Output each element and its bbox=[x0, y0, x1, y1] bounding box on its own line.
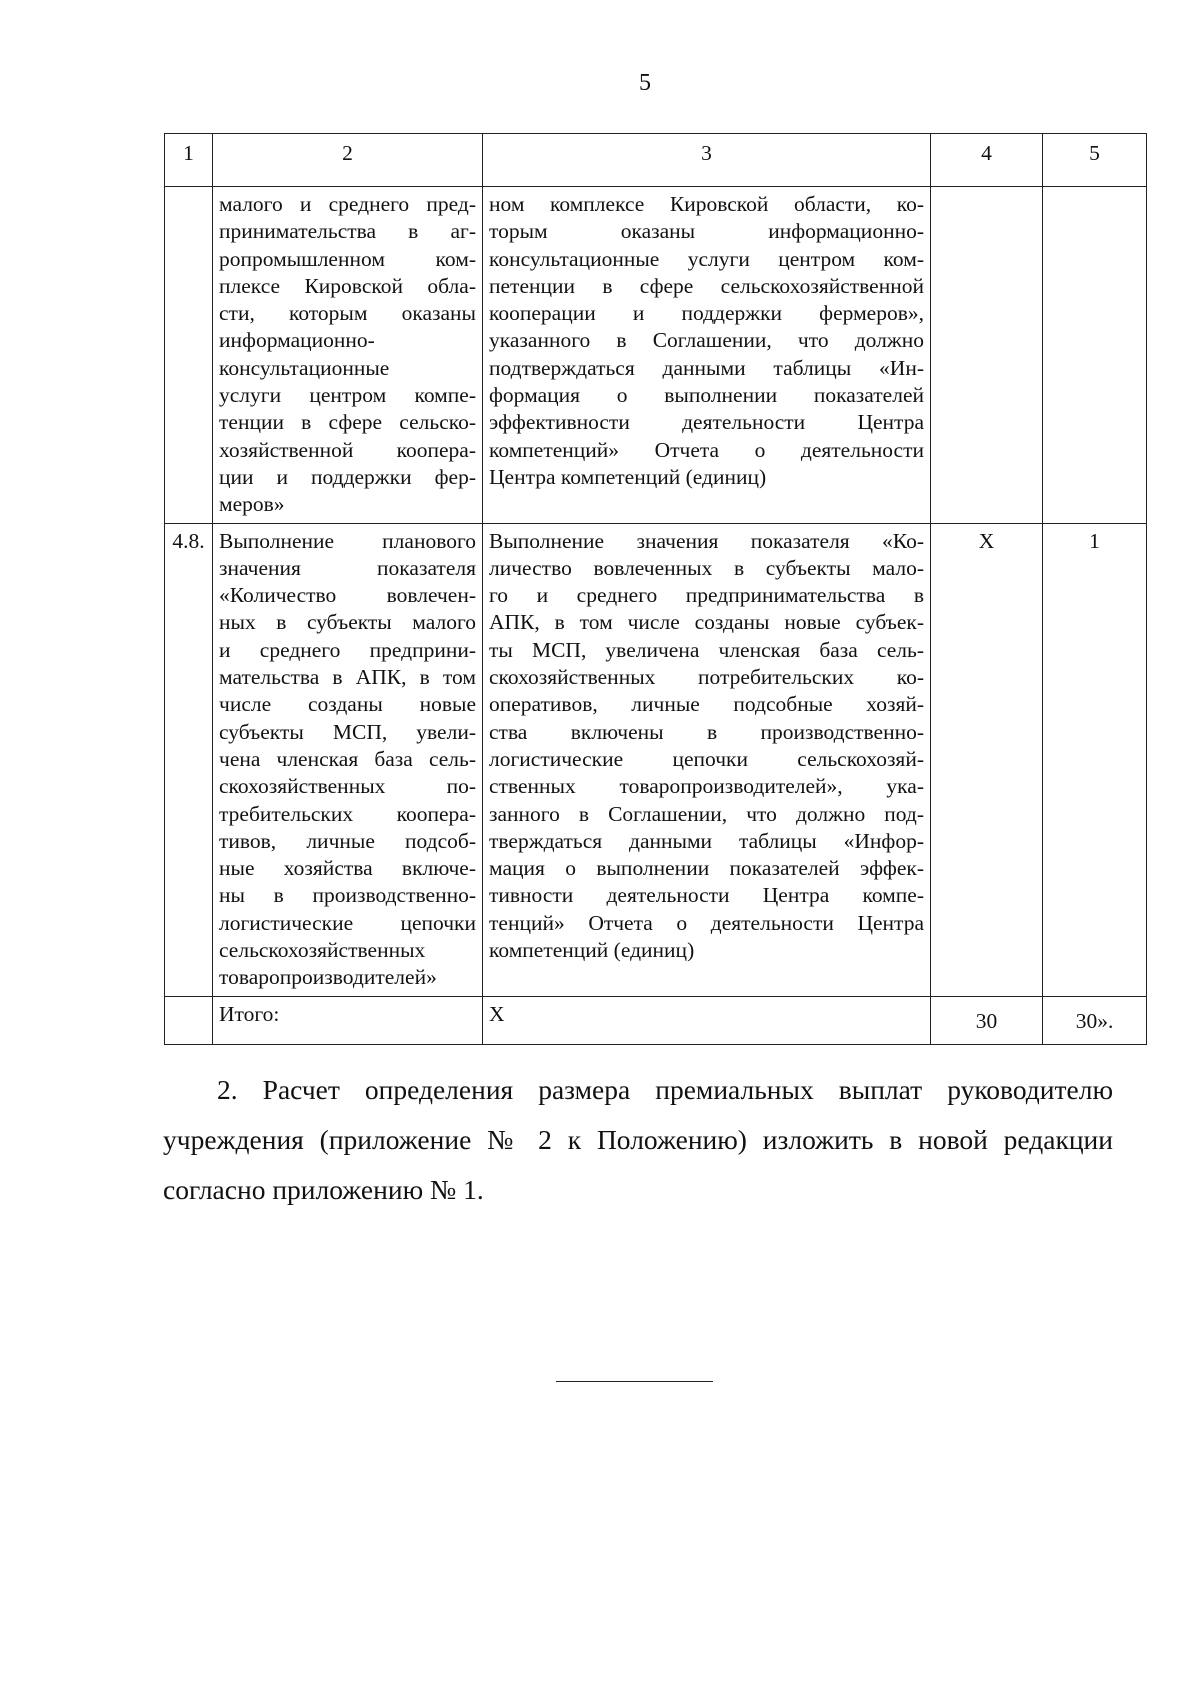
table-header-row bbox=[165, 134, 1147, 187]
paragraph-line: согласно приложению № 1. bbox=[163, 1174, 484, 1205]
cell-text-line: эффективности деятельности Центра bbox=[489, 410, 924, 435]
cell-text-line: информационно- bbox=[219, 328, 375, 353]
header-cell-2: 2 bbox=[213, 134, 483, 187]
value-cell-5 bbox=[1043, 187, 1147, 524]
page-number: 5 bbox=[639, 70, 651, 96]
cell-text-line: ства включены в производственно- bbox=[489, 719, 924, 744]
cell-text-line: указанного в Соглашении, что должно bbox=[489, 328, 924, 353]
cell-text-line: оперативов, личные подсобные хозяй- bbox=[489, 692, 924, 717]
value-cell-4 bbox=[931, 187, 1043, 524]
cell-text-line: АПК, в том числе созданы новые субъек- bbox=[489, 610, 924, 635]
cell-text-line: ные хозяйства включе- bbox=[219, 856, 476, 881]
table-total-row bbox=[165, 996, 1147, 1044]
cell-text-line: кооперации и поддержки фермеров», bbox=[489, 301, 924, 326]
cell-text-line: логистические цепочки сельскохозяй- bbox=[489, 746, 924, 771]
cell-text-line: ном комплексе Кировской области, ко- bbox=[489, 192, 924, 216]
total-col3-cell: X bbox=[483, 996, 931, 1044]
cell-text-line: ны в производственно- bbox=[219, 883, 476, 908]
total-value-cell-4: 30 bbox=[931, 996, 1043, 1044]
cell-text-line: ты МСП, увеличена членская база сель- bbox=[489, 637, 924, 662]
cell-text-line: малого и среднего пред- bbox=[219, 192, 476, 216]
cell-text-line: тенций» Отчета о деятельности Центра bbox=[489, 910, 924, 935]
cell-text-line: компетенций» Отчета о деятельности bbox=[489, 437, 924, 462]
cell-text-line: ропромышленном ком- bbox=[219, 246, 476, 271]
row-number-cell: 4.8. bbox=[165, 523, 213, 996]
paragraph-line: учреждения (приложение № 2 к Положению) изложить в новой редакции bbox=[163, 1124, 1113, 1155]
indicator-description-cell bbox=[483, 523, 931, 996]
cell-text-line: формация о выполнении показателей bbox=[489, 383, 924, 408]
value-cell-5: 1 bbox=[1043, 523, 1147, 996]
cell-text-line: ственных товаропроизводителей», ука- bbox=[489, 774, 924, 799]
cell-text-line: Выполнение планового bbox=[219, 528, 476, 553]
cell-text-line: субъекты МСП, увели- bbox=[219, 719, 476, 744]
cell-text-line: тивности деятельности Центра компе- bbox=[489, 883, 924, 908]
paragraph-line: 2. Расчет определения размера премиальных выплат руководителю bbox=[217, 1074, 1113, 1105]
cell-text-line: и среднего предприни- bbox=[219, 637, 476, 662]
cell-text-line: личество вовлеченных в субъекты мало- bbox=[489, 555, 924, 580]
cell-text-line: торым оказаны информационно- bbox=[489, 219, 924, 244]
indicator-name-cell bbox=[213, 523, 483, 996]
table-row bbox=[165, 187, 1147, 524]
cell-text-line: сти, которым оказаны bbox=[219, 301, 476, 326]
cell-text-line: мация о выполнении показателей эффек- bbox=[489, 856, 924, 881]
row-number-cell bbox=[165, 996, 213, 1044]
row-number-cell bbox=[165, 187, 213, 524]
cell-text-line: хозяйственной коопера- bbox=[219, 437, 476, 462]
cell-text-line: Центра компетенций (единиц) bbox=[489, 464, 767, 489]
cell-text-line: тивов, личные подсоб- bbox=[219, 828, 476, 853]
cell-text-line: скохозяйственных потребительских ко- bbox=[489, 665, 924, 690]
cell-text-line: товаропроизводителей» bbox=[219, 965, 437, 990]
cell-text-line: занного в Соглашении, что должно под- bbox=[489, 801, 924, 826]
header-cell-5: 5 bbox=[1043, 134, 1147, 187]
header-cell-4: 4 bbox=[931, 134, 1043, 187]
cell-text-line: тверждаться данными таблицы «Инфор- bbox=[489, 828, 924, 853]
cell-text-line: принимательства в аг- bbox=[219, 219, 476, 244]
cell-text-line: Выполнение значения показателя «Ко- bbox=[489, 528, 924, 553]
cell-text-line: услуги центром компе- bbox=[219, 383, 476, 408]
total-value-cell-5: 30». bbox=[1043, 996, 1147, 1044]
cell-text-line: логистические цепочки bbox=[219, 910, 476, 935]
header-cell-3: 3 bbox=[483, 134, 931, 187]
cell-text-line: го и среднего предпринимательства в bbox=[489, 583, 924, 608]
cell-text-line: консультационные услуги центром ком- bbox=[489, 246, 924, 271]
cell-text-line: подтверждаться данными таблицы «Ин- bbox=[489, 355, 924, 380]
table-row bbox=[165, 523, 1147, 996]
cell-text-line: петенции в сфере сельскохозяйственной bbox=[489, 273, 924, 298]
paragraph-2 bbox=[163, 1065, 1113, 1215]
cell-text-line: сельскохозяйственных bbox=[219, 938, 426, 963]
value-cell-4: X bbox=[931, 523, 1043, 996]
cell-text-line: скохозяйственных по- bbox=[219, 774, 476, 799]
cell-text-line: компетенций (единиц) bbox=[489, 938, 695, 963]
closing-separator-line bbox=[556, 1381, 713, 1382]
indicators-table bbox=[164, 133, 1147, 1045]
cell-text-line: мательства в АПК, в том bbox=[219, 665, 476, 690]
cell-text-line: ции и поддержки фер- bbox=[219, 464, 476, 489]
cell-text-line: чена членская база сель- bbox=[219, 746, 476, 771]
cell-text-line: тенции в сфере сельско- bbox=[219, 410, 476, 435]
cell-text-line: ных в субъекты малого bbox=[219, 610, 476, 635]
cell-text-line: числе созданы новые bbox=[219, 692, 476, 717]
cell-text-line: значения показателя bbox=[219, 555, 476, 580]
header-cell-1: 1 bbox=[165, 134, 213, 187]
cell-text-line: консультационные bbox=[219, 355, 390, 380]
cell-text-line: требительских коопера- bbox=[219, 801, 476, 826]
indicator-name-cell bbox=[213, 187, 483, 524]
cell-text-line: плексе Кировской обла- bbox=[219, 273, 476, 298]
cell-text-line: «Количество вовлечен- bbox=[219, 583, 476, 608]
cell-text-line: меров» bbox=[219, 492, 285, 517]
indicator-description-cell bbox=[483, 187, 931, 524]
total-label-cell: Итого: bbox=[213, 996, 483, 1044]
